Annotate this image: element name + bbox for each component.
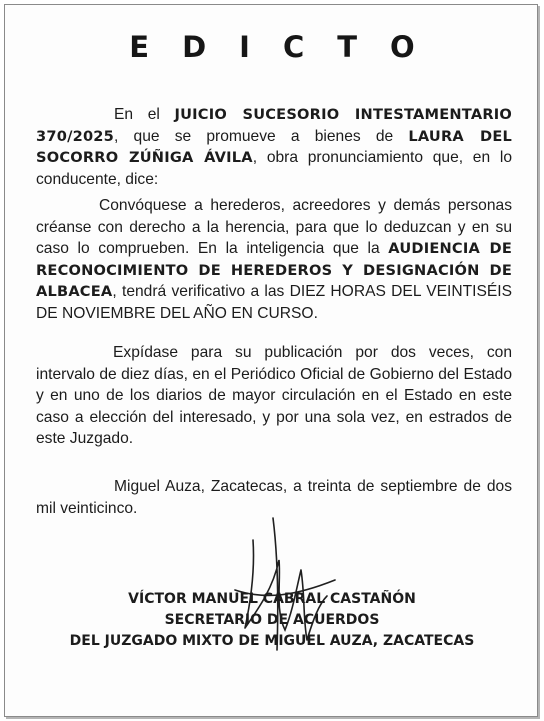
intro-text-1: En el [114, 106, 175, 123]
signatory-court: DEL JUZGADO MIXTO DE MIGUEL AUZA, ZACATECAS [69, 633, 475, 649]
intro-text-2: , que se promueve a bienes de [114, 127, 409, 145]
signatory-position: SECRETARIO DE ACUERDOS [164, 612, 380, 628]
publication-paragraph: Expídase para su publicación por dos veces, con intervalo de diez días, en el Periódico Oficial de Gobierno del Estado y en uno de los diarios de mayor circulación en el Estado en este caso a elección del interesado, y por una sola vez, en estrados de este Juzgado. [36, 344, 512, 447]
summons-text-2: , tendrá verificativo a las DIEZ HORAS DEL VEINTISÉIS DE NOVIEMBRE DEL AÑO EN CURSO. [36, 283, 512, 322]
hearing-name: AUDIENCIA DE RECONOCIMIENTO DE HEREDEROS Y DESIGNACIÓN DE ALBACEA [36, 240, 512, 300]
signatory-name: VÍCTOR MANUEL CABRAL CASTAÑÓN [128, 591, 416, 607]
intro-text-3: , obra pronunciamiento que, en lo conducente, dice: [36, 149, 512, 188]
case-number: JUICIO SUCESORIO INTESTAMENTARIO 370/2025 [36, 106, 512, 145]
summons-paragraph [36, 195, 512, 324]
signatory-block [0, 589, 544, 652]
place-date: Miguel Auza, Zacatecas, a treinta de septiembre de dos mil veinticinco. [36, 478, 512, 517]
deceased-name: LAURA DEL SOCORRO ZÚÑIGA ÁVILA [36, 127, 512, 166]
intro-paragraph [36, 104, 512, 190]
document-title: EDICTO [129, 30, 448, 64]
summons-text-1: Convóquese a herederos, acreedores y demás personas créanse con derecho a la herencia, para que lo deduzcan y en su caso lo comprueben. En la inteligencia que la [36, 197, 512, 257]
